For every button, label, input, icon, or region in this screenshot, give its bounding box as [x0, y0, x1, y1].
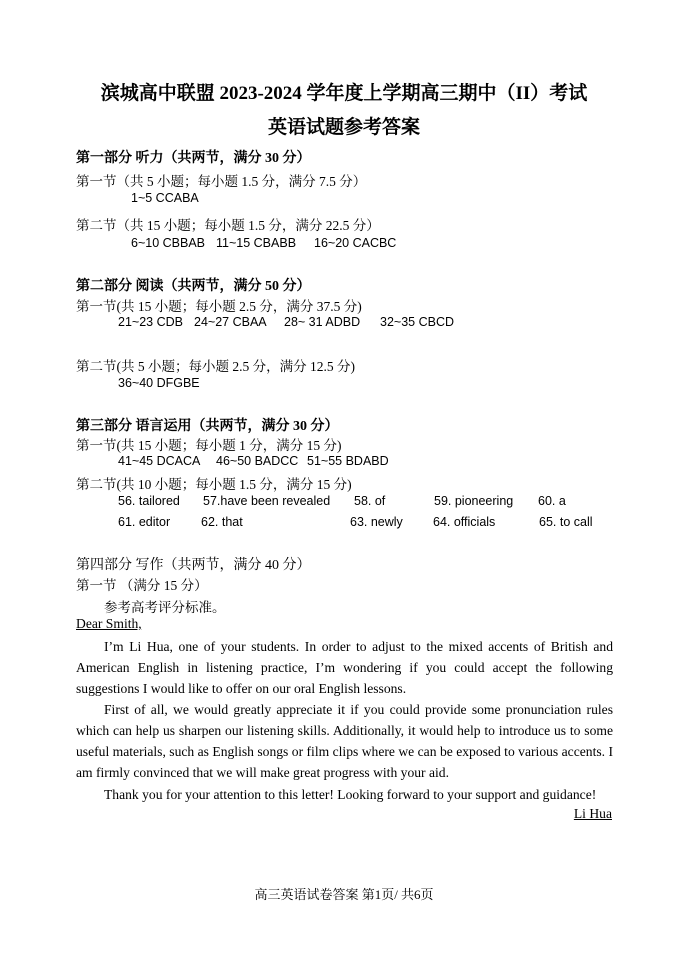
page-footer: 高三英语试卷答案 第1页/ 共6页 — [254, 887, 434, 902]
part2-section2-label: 第二节(共 5 小题；每小题 2.5 分，满分 12.5 分) — [76, 359, 355, 374]
part1-section2-label: 第二节（共 15 小题；每小题 1.5 分，满分 22.5 分） — [76, 218, 380, 233]
document-title: 滨城高中联盟 2023-2024 学年度上学期高三期中（II）考试 — [100, 83, 588, 104]
fill-answer-64: 64. officials — [433, 515, 496, 529]
part3-answers-46-50: 46~50 BADCC — [216, 454, 299, 468]
part1-answers-11-15: 11~15 CBABB — [216, 236, 297, 250]
part4-section1-label: 第一节 （满分 15 分） — [76, 578, 208, 593]
part1-answers-16-20: 16~20 CACBC — [314, 236, 397, 250]
fill-answer-58: 58. of — [354, 494, 386, 508]
letter-paragraph-3: Thank you for your attention to this letter! Looking forward to your support and guidance! — [104, 787, 597, 802]
part2-answers-36-40: 36~40 DFGBE — [118, 376, 200, 390]
fill-answer-60: 60. a — [538, 494, 566, 508]
part1-section1-answers: 1~5 CCABA — [131, 191, 199, 205]
part3-section2-label: 第二节(共 10 小题；每小题 1.5 分，满分 15 分) — [76, 477, 352, 492]
fill-answer-63: 63. newly — [350, 515, 403, 529]
part1-heading: 第一部分 听力（共两节，满分 30 分） — [76, 151, 311, 166]
part2-answers-24-27: 24~27 CBAA — [194, 315, 267, 329]
part2-answers-28-31: 28~ 31 ADBD — [284, 315, 361, 329]
part3-heading: 第三部分 语言运用（共两节，满分 30 分） — [76, 419, 339, 434]
part1-answers-6-10: 6~10 CBBAB — [131, 236, 206, 250]
part3-answers-41-45: 41~45 DCACA — [118, 454, 201, 468]
part3-answers-51-55: 51~55 BDABD — [307, 454, 389, 468]
part2-heading: 第二部分 阅读（共两节，满分 50 分） — [76, 279, 311, 294]
part4-heading: 第四部分 写作（共两节，满分 40 分） — [76, 558, 311, 573]
letter-paragraph-1: I’m Li Hua, one of your students. In order to adjust to the mixed accents of British and American English in listening practice, I’m wondering if you could accept the following suggestions I would like to offer on our oral English lessons. — [76, 639, 613, 696]
letter-salutation: Dear Smith, — [76, 616, 142, 631]
part4-scoring-note: 参考高考评分标准。 — [104, 600, 226, 615]
fill-answer-57: 57.have been revealed — [203, 494, 331, 508]
fill-answer-56: 56. tailored — [118, 494, 180, 508]
part3-section1-label: 第一节(共 15 小题；每小题 1 分，满分 15 分) — [76, 438, 342, 453]
fill-answer-59: 59. pioneering — [434, 494, 514, 508]
fill-answer-61: 61. editor — [118, 515, 171, 529]
fill-answer-65: 65. to call — [539, 515, 593, 529]
letter-paragraph-2: First of all, we would greatly appreciate it if you could provide some pronunciation rules which can help us sharpen our listening skills. Additionally, it would help to introduce us to some useful materials, such as English songs or film clips where we can be exposed to various accents. I am firmly convinced that we will make great progress with your aid. — [76, 702, 613, 780]
part2-answers-21-23: 21~23 CDB — [118, 315, 183, 329]
part2-section1-label: 第一节(共 15 小题；每小题 2.5 分，满分 37.5 分) — [76, 299, 362, 314]
part2-answers-32-35: 32~35 CBCD — [380, 315, 454, 329]
document-subtitle: 英语试题参考答案 — [267, 117, 420, 138]
fill-answer-62: 62. that — [201, 515, 243, 529]
part1-section1-label: 第一节（共 5 小题；每小题 1.5 分，满分 7.5 分） — [76, 174, 367, 189]
letter-signature: Li Hua — [573, 806, 612, 821]
